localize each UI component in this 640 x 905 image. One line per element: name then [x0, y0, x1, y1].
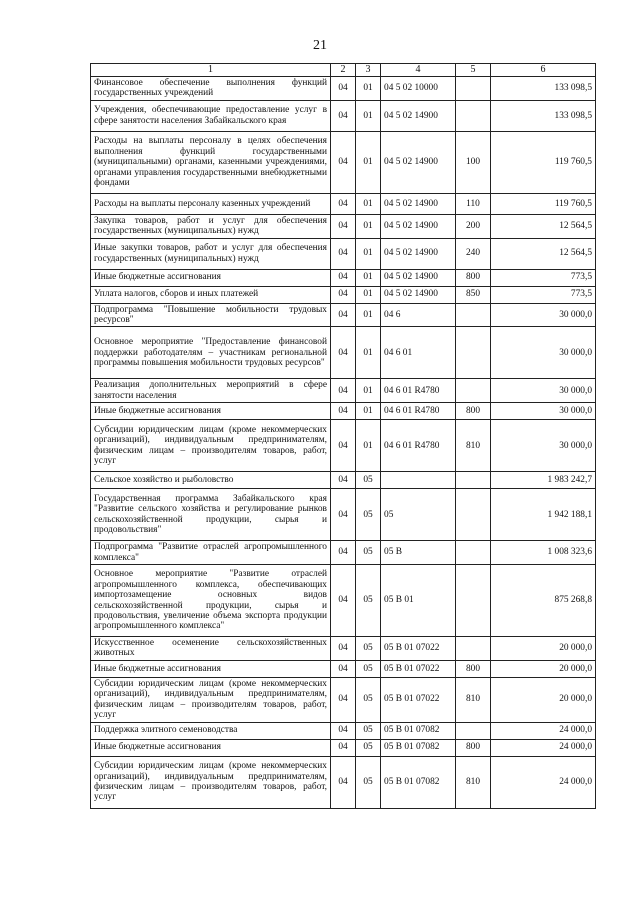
- section-code-cell: 04: [331, 77, 356, 101]
- section-code-cell: 04: [331, 637, 356, 661]
- page-number: 21: [313, 38, 327, 53]
- expense-type-cell: 240: [456, 238, 491, 269]
- target-article-cell: 05 В 01 07022: [381, 637, 456, 661]
- section-code-cell: 04: [331, 100, 356, 131]
- section-code-cell: 04: [331, 303, 356, 327]
- column-header: 2: [331, 64, 356, 77]
- expense-type-cell: [456, 77, 491, 101]
- target-article-cell: 04 6 01: [381, 327, 456, 379]
- amount-cell: 24 000,0: [491, 756, 596, 808]
- column-header: 5: [456, 64, 491, 77]
- row-name-cell: Финансовое обеспечение выполнения функций государственных учреждений: [91, 77, 331, 101]
- section-code-cell: 04: [331, 541, 356, 565]
- amount-cell: 1 008 323,6: [491, 541, 596, 565]
- section-code-cell: 04: [331, 472, 356, 489]
- table-row: [91, 269, 596, 286]
- row-name-cell: Иные бюджетные ассигнования: [91, 403, 331, 420]
- expense-type-cell: [456, 637, 491, 661]
- section-code-cell: 04: [331, 379, 356, 403]
- target-article-cell: 05 В: [381, 541, 456, 565]
- subsection-code-cell: 01: [356, 193, 381, 214]
- row-name-cell: Искусственное осеменение сельскохозяйственных животных: [91, 637, 331, 661]
- row-name-cell: Иные закупки товаров, работ и услуг для обеспечения государственных (муниципальных) нужд: [91, 238, 331, 269]
- section-code-cell: 04: [331, 131, 356, 193]
- amount-cell: 30 000,0: [491, 403, 596, 420]
- table-row: [91, 739, 596, 756]
- row-name-cell: Подпрограмма "Повышение мобильности трудовых ресурсов": [91, 303, 331, 327]
- subsection-code-cell: 01: [356, 403, 381, 420]
- section-code-cell: 04: [331, 403, 356, 420]
- table-row: [91, 489, 596, 541]
- table-header-row: [91, 64, 596, 77]
- section-code-cell: 04: [331, 722, 356, 739]
- expense-type-cell: 810: [456, 756, 491, 808]
- row-name-cell: Расходы на выплаты персоналу в целях обеспечения выполнения функций государственными (муниципальными) органами, казенными учреждениями, органами управления государственными внебюджетными фондами: [91, 131, 331, 193]
- amount-cell: 24 000,0: [491, 739, 596, 756]
- table-row: [91, 722, 596, 739]
- table-row: [91, 677, 596, 722]
- section-code-cell: 04: [331, 269, 356, 286]
- column-header: 3: [356, 64, 381, 77]
- target-article-cell: 04 6 01 R4780: [381, 379, 456, 403]
- subsection-code-cell: 01: [356, 269, 381, 286]
- table-row: [91, 403, 596, 420]
- section-code-cell: 04: [331, 489, 356, 541]
- table-row: [91, 637, 596, 661]
- amount-cell: 24 000,0: [491, 722, 596, 739]
- table-row: [91, 77, 596, 101]
- subsection-code-cell: 05: [356, 722, 381, 739]
- row-name-cell: Иные бюджетные ассигнования: [91, 660, 331, 677]
- section-code-cell: 04: [331, 327, 356, 379]
- subsection-code-cell: 05: [356, 660, 381, 677]
- amount-cell: 20 000,0: [491, 660, 596, 677]
- amount-cell: 1 942 188,1: [491, 489, 596, 541]
- target-article-cell: 04 5 02 14900: [381, 286, 456, 303]
- row-name-cell: Субсидии юридическим лицам (кроме некоммерческих организаций), индивидуальным предпринимателям, физическим лицам – производителям товаров, работ, услуг: [91, 756, 331, 808]
- expense-type-cell: 810: [456, 420, 491, 472]
- subsection-code-cell: 05: [356, 541, 381, 565]
- table-row: [91, 756, 596, 808]
- subsection-code-cell: 01: [356, 286, 381, 303]
- amount-cell: 12 564,5: [491, 214, 596, 238]
- amount-cell: 30 000,0: [491, 420, 596, 472]
- subsection-code-cell: 01: [356, 100, 381, 131]
- expense-type-cell: [456, 565, 491, 637]
- subsection-code-cell: 05: [356, 756, 381, 808]
- section-code-cell: 04: [331, 193, 356, 214]
- table-row: [91, 193, 596, 214]
- table-row: [91, 238, 596, 269]
- row-name-cell: Поддержка элитного семеноводства: [91, 722, 331, 739]
- table-row: [91, 100, 596, 131]
- expense-type-cell: [456, 100, 491, 131]
- amount-cell: 119 760,5: [491, 131, 596, 193]
- target-article-cell: 04 5 02 14900: [381, 193, 456, 214]
- row-name-cell: Основное мероприятие "Развитие отраслей агропромышленного комплекса, обеспечивающих импортозамещение основных видов сельскохозяйственной продукции, сырья и продовольствия, увеличение объема экспорта продукции агропромышленного комплекса": [91, 565, 331, 637]
- row-name-cell: Учреждения, обеспечивающие предоставление услуг в сфере занятости населения Забайкальского края: [91, 100, 331, 131]
- subsection-code-cell: 05: [356, 637, 381, 661]
- row-name-cell: Основное мероприятие "Предоставление финансовой поддержки работодателям – участникам региональной программы повышения мобильности трудовых ресурсов": [91, 327, 331, 379]
- table-row: [91, 472, 596, 489]
- amount-cell: 30 000,0: [491, 303, 596, 327]
- expense-type-cell: 800: [456, 403, 491, 420]
- target-article-cell: 04 5 02 14900: [381, 238, 456, 269]
- column-header: 4: [381, 64, 456, 77]
- target-article-cell: [381, 472, 456, 489]
- target-article-cell: 04 6: [381, 303, 456, 327]
- subsection-code-cell: 01: [356, 214, 381, 238]
- amount-cell: 133 098,5: [491, 77, 596, 101]
- section-code-cell: 04: [331, 214, 356, 238]
- expense-type-cell: 110: [456, 193, 491, 214]
- section-code-cell: 04: [331, 238, 356, 269]
- table-row: [91, 131, 596, 193]
- table-row: [91, 420, 596, 472]
- section-code-cell: 04: [331, 756, 356, 808]
- row-name-cell: Расходы на выплаты персоналу казенных учреждений: [91, 193, 331, 214]
- expense-type-cell: [456, 379, 491, 403]
- subsection-code-cell: 05: [356, 677, 381, 722]
- budget-table: [90, 63, 596, 809]
- subsection-code-cell: 01: [356, 77, 381, 101]
- subsection-code-cell: 01: [356, 238, 381, 269]
- expense-type-cell: [456, 303, 491, 327]
- amount-cell: 875 268,8: [491, 565, 596, 637]
- row-name-cell: Субсидии юридическим лицам (кроме некоммерческих организаций), индивидуальным предпринимателям, физическим лицам – производителям товаров, работ, услуг: [91, 420, 331, 472]
- target-article-cell: 04 5 02 10000: [381, 77, 456, 101]
- subsection-code-cell: 01: [356, 303, 381, 327]
- table-row: [91, 541, 596, 565]
- expense-type-cell: 800: [456, 269, 491, 286]
- target-article-cell: 05 В 01 07082: [381, 756, 456, 808]
- expense-type-cell: 800: [456, 739, 491, 756]
- row-name-cell: Реализация дополнительных мероприятий в сфере занятости населения: [91, 379, 331, 403]
- table-row: [91, 660, 596, 677]
- amount-cell: 12 564,5: [491, 238, 596, 269]
- expense-type-cell: 800: [456, 660, 491, 677]
- row-name-cell: Иные бюджетные ассигнования: [91, 269, 331, 286]
- row-name-cell: Закупка товаров, работ и услуг для обеспечения государственных (муниципальных) нужд: [91, 214, 331, 238]
- subsection-code-cell: 01: [356, 327, 381, 379]
- amount-cell: 133 098,5: [491, 100, 596, 131]
- section-code-cell: 04: [331, 420, 356, 472]
- amount-cell: 20 000,0: [491, 637, 596, 661]
- subsection-code-cell: 05: [356, 565, 381, 637]
- row-name-cell: Иные бюджетные ассигнования: [91, 739, 331, 756]
- target-article-cell: 05 В 01 07022: [381, 677, 456, 722]
- section-code-cell: 04: [331, 660, 356, 677]
- expense-type-cell: [456, 472, 491, 489]
- expense-type-cell: [456, 489, 491, 541]
- amount-cell: 773,5: [491, 269, 596, 286]
- expense-type-cell: [456, 722, 491, 739]
- row-name-cell: Субсидии юридическим лицам (кроме некоммерческих организаций), индивидуальным предпринимателям, физическим лицам – производителям товаров, работ, услуг: [91, 677, 331, 722]
- table-row: [91, 565, 596, 637]
- section-code-cell: 04: [331, 677, 356, 722]
- table-row: [91, 286, 596, 303]
- column-header: 6: [491, 64, 596, 77]
- subsection-code-cell: 05: [356, 472, 381, 489]
- expense-type-cell: 200: [456, 214, 491, 238]
- expense-type-cell: 850: [456, 286, 491, 303]
- amount-cell: 30 000,0: [491, 379, 596, 403]
- table-row: [91, 327, 596, 379]
- table-row: [91, 214, 596, 238]
- section-code-cell: 04: [331, 565, 356, 637]
- row-name-cell: Государственная программа Забайкальского края "Развитие сельского хозяйства и регулирование рынков сельскохозяйственной продукции, сырья и продовольствия": [91, 489, 331, 541]
- target-article-cell: 04 6 01 R4780: [381, 420, 456, 472]
- expense-type-cell: 810: [456, 677, 491, 722]
- section-code-cell: 04: [331, 739, 356, 756]
- expense-type-cell: [456, 541, 491, 565]
- subsection-code-cell: 01: [356, 131, 381, 193]
- amount-cell: 20 000,0: [491, 677, 596, 722]
- row-name-cell: Подпрограмма "Развитие отраслей агропромышленного комплекса": [91, 541, 331, 565]
- column-header: 1: [91, 64, 331, 77]
- row-name-cell: Уплата налогов, сборов и иных платежей: [91, 286, 331, 303]
- target-article-cell: 05 В 01: [381, 565, 456, 637]
- target-article-cell: 04 6 01 R4780: [381, 403, 456, 420]
- target-article-cell: 05 В 01 07082: [381, 722, 456, 739]
- target-article-cell: 04 5 02 14900: [381, 100, 456, 131]
- target-article-cell: 05 В 01 07022: [381, 660, 456, 677]
- amount-cell: 119 760,5: [491, 193, 596, 214]
- subsection-code-cell: 05: [356, 739, 381, 756]
- table-body: [91, 77, 596, 809]
- target-article-cell: 04 5 02 14900: [381, 269, 456, 286]
- table-row: [91, 303, 596, 327]
- expense-type-cell: 100: [456, 131, 491, 193]
- target-article-cell: 05 В 01 07082: [381, 739, 456, 756]
- table-row: [91, 379, 596, 403]
- target-article-cell: 05: [381, 489, 456, 541]
- amount-cell: 30 000,0: [491, 327, 596, 379]
- expense-type-cell: [456, 327, 491, 379]
- section-code-cell: 04: [331, 286, 356, 303]
- amount-cell: 1 983 242,7: [491, 472, 596, 489]
- subsection-code-cell: 05: [356, 489, 381, 541]
- target-article-cell: 04 5 02 14900: [381, 131, 456, 193]
- target-article-cell: 04 5 02 14900: [381, 214, 456, 238]
- row-name-cell: Сельское хозяйство и рыболовство: [91, 472, 331, 489]
- subsection-code-cell: 01: [356, 379, 381, 403]
- amount-cell: 773,5: [491, 286, 596, 303]
- subsection-code-cell: 01: [356, 420, 381, 472]
